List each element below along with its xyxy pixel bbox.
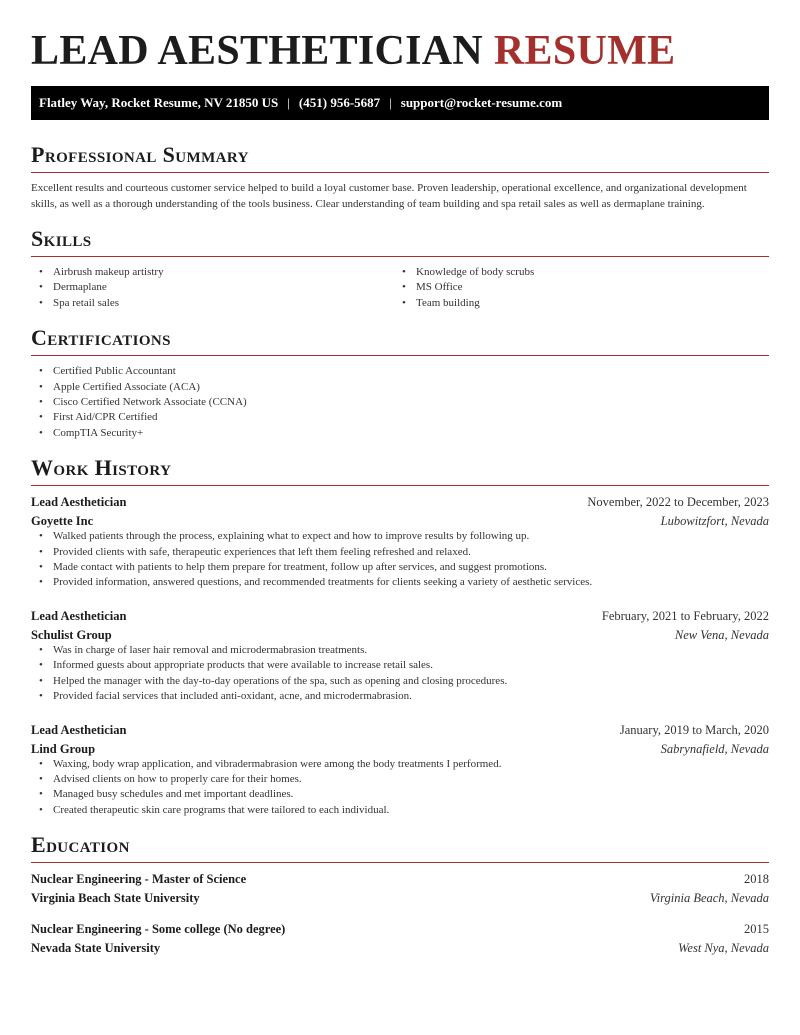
education-entry [31, 922, 769, 956]
job-dates: November, 2022 to December, 2023 [587, 495, 769, 510]
resume-title [31, 28, 769, 74]
education-heading: Education [31, 832, 769, 863]
contact-bar [31, 86, 769, 120]
education-degree: Nuclear Engineering - Some college (No degree) [31, 922, 286, 937]
job-entry [31, 609, 769, 705]
skill-item: • Dermaplane [31, 280, 394, 295]
job-bullet: • Created therapeutic skin care programs that were tailored to each individual. [31, 803, 769, 818]
title-main: LEAD AESTHETICIAN [31, 28, 484, 74]
job-location: Sabrynafield, Nevada [660, 741, 769, 756]
job-bullet: • Informed guests about appropriate products that were available to increase retail sales. [31, 658, 769, 673]
job-bullets [31, 643, 769, 705]
certification-item: • Certified Public Accountant [31, 364, 769, 379]
certification-item: • Apple Certified Associate (ACA) [31, 380, 769, 395]
skill-item: • Knowledge of body scrubs [394, 265, 757, 280]
job-bullet: • Made contact with patients to help them prepare for treatment, follow up after services, and suggest promotions. [31, 560, 769, 575]
job-location: Lubowitzfort, Nevada [660, 514, 769, 529]
job-bullet: • Managed busy schedules and met important deadlines. [31, 787, 769, 802]
job-bullet: • Provided clients with safe, therapeutic experiences that left them feeling refreshed and relaxed. [31, 545, 769, 560]
certification-item: • First Aid/CPR Certified [31, 410, 769, 425]
work-section [31, 455, 769, 818]
skill-item: • Spa retail sales [31, 296, 394, 311]
certification-item: • Cisco Certified Network Associate (CCNA) [31, 395, 769, 410]
certification-item: • CompTIA Security+ [31, 426, 769, 441]
job-bullet: • Advised clients on how to properly care for their homes. [31, 772, 769, 787]
contact-separator: | [287, 95, 290, 110]
summary-heading: Professional Summary [31, 142, 769, 173]
job-bullet: • Was in charge of laser hair removal and microdermabrasion treatments. [31, 643, 769, 658]
job-bullets [31, 529, 769, 591]
education-degree: Nuclear Engineering - Master of Science [31, 872, 247, 887]
job-bullet: • Waxing, body wrap application, and vibradermabrasion were among the body treatments I performed. [31, 757, 769, 772]
job-location: New Vena, Nevada [674, 627, 769, 642]
work-heading: Work History [31, 455, 769, 486]
certifications-heading: Certifications [31, 325, 769, 356]
education-school: Virginia Beach State University [31, 891, 200, 906]
skill-item: • Airbrush makeup artistry [31, 265, 394, 280]
job-entry [31, 723, 769, 819]
contact-separator: | [389, 95, 392, 110]
job-company: Goyette Inc [31, 514, 94, 529]
contact-address: Flatley Way, Rocket Resume, NV 21850 US [39, 95, 279, 110]
job-bullet: • Provided facial services that included anti-oxidant, acne, and microdermabrasion. [31, 689, 769, 704]
skills-right-list [394, 265, 757, 311]
job-title: Lead Aesthetician [31, 722, 127, 737]
skills-section [31, 226, 769, 311]
certifications-list [31, 364, 769, 441]
contact-email[interactable]: support@rocket-resume.com [400, 95, 563, 110]
skills-left-list [31, 265, 394, 311]
job-dates: January, 2019 to March, 2020 [619, 722, 769, 737]
skill-item: • MS Office [394, 280, 757, 295]
job-company: Lind Group [31, 741, 96, 756]
job-company: Schulist Group [31, 627, 112, 642]
job-bullets [31, 757, 769, 819]
education-year: 2015 [744, 922, 769, 937]
summary-section [31, 142, 769, 212]
skill-item: • Team building [394, 296, 757, 311]
education-entry [31, 872, 769, 906]
education-location: West Nya, Nevada [678, 941, 769, 956]
job-title: Lead Aesthetician [31, 608, 127, 623]
job-bullet: • Helped the manager with the day-to-day operations of the spa, such as opening and closing procedures. [31, 674, 769, 689]
job-dates: February, 2021 to February, 2022 [601, 608, 769, 623]
education-location: Virginia Beach, Nevada [649, 891, 769, 906]
education-school: Nevada State University [31, 941, 161, 956]
job-title: Lead Aesthetician [31, 495, 127, 510]
contact-phone[interactable]: (451) 956-5687 [298, 95, 381, 110]
education-section [31, 832, 769, 956]
job-bullet: • Walked patients through the process, explaining what to expect and how to improve results by following up. [31, 529, 769, 544]
skills-grid [31, 265, 769, 311]
certifications-section [31, 325, 769, 441]
education-year: 2018 [744, 872, 769, 887]
skills-heading: Skills [31, 226, 769, 257]
job-entry [31, 495, 769, 591]
job-bullet: • Provided information, answered questions, and recommended treatments for clients seeking a variety of aesthetic services. [31, 575, 769, 590]
title-accent: RESUME [493, 28, 676, 74]
summary-text: Excellent results and courteous customer service helped to build a loyal customer base. Proven leadership, operational excellence, and organizational development skills, as well as a thorough understanding of the tools business. Clear understanding of team building and spa retail sales as well as dermaplane training. [31, 182, 747, 210]
